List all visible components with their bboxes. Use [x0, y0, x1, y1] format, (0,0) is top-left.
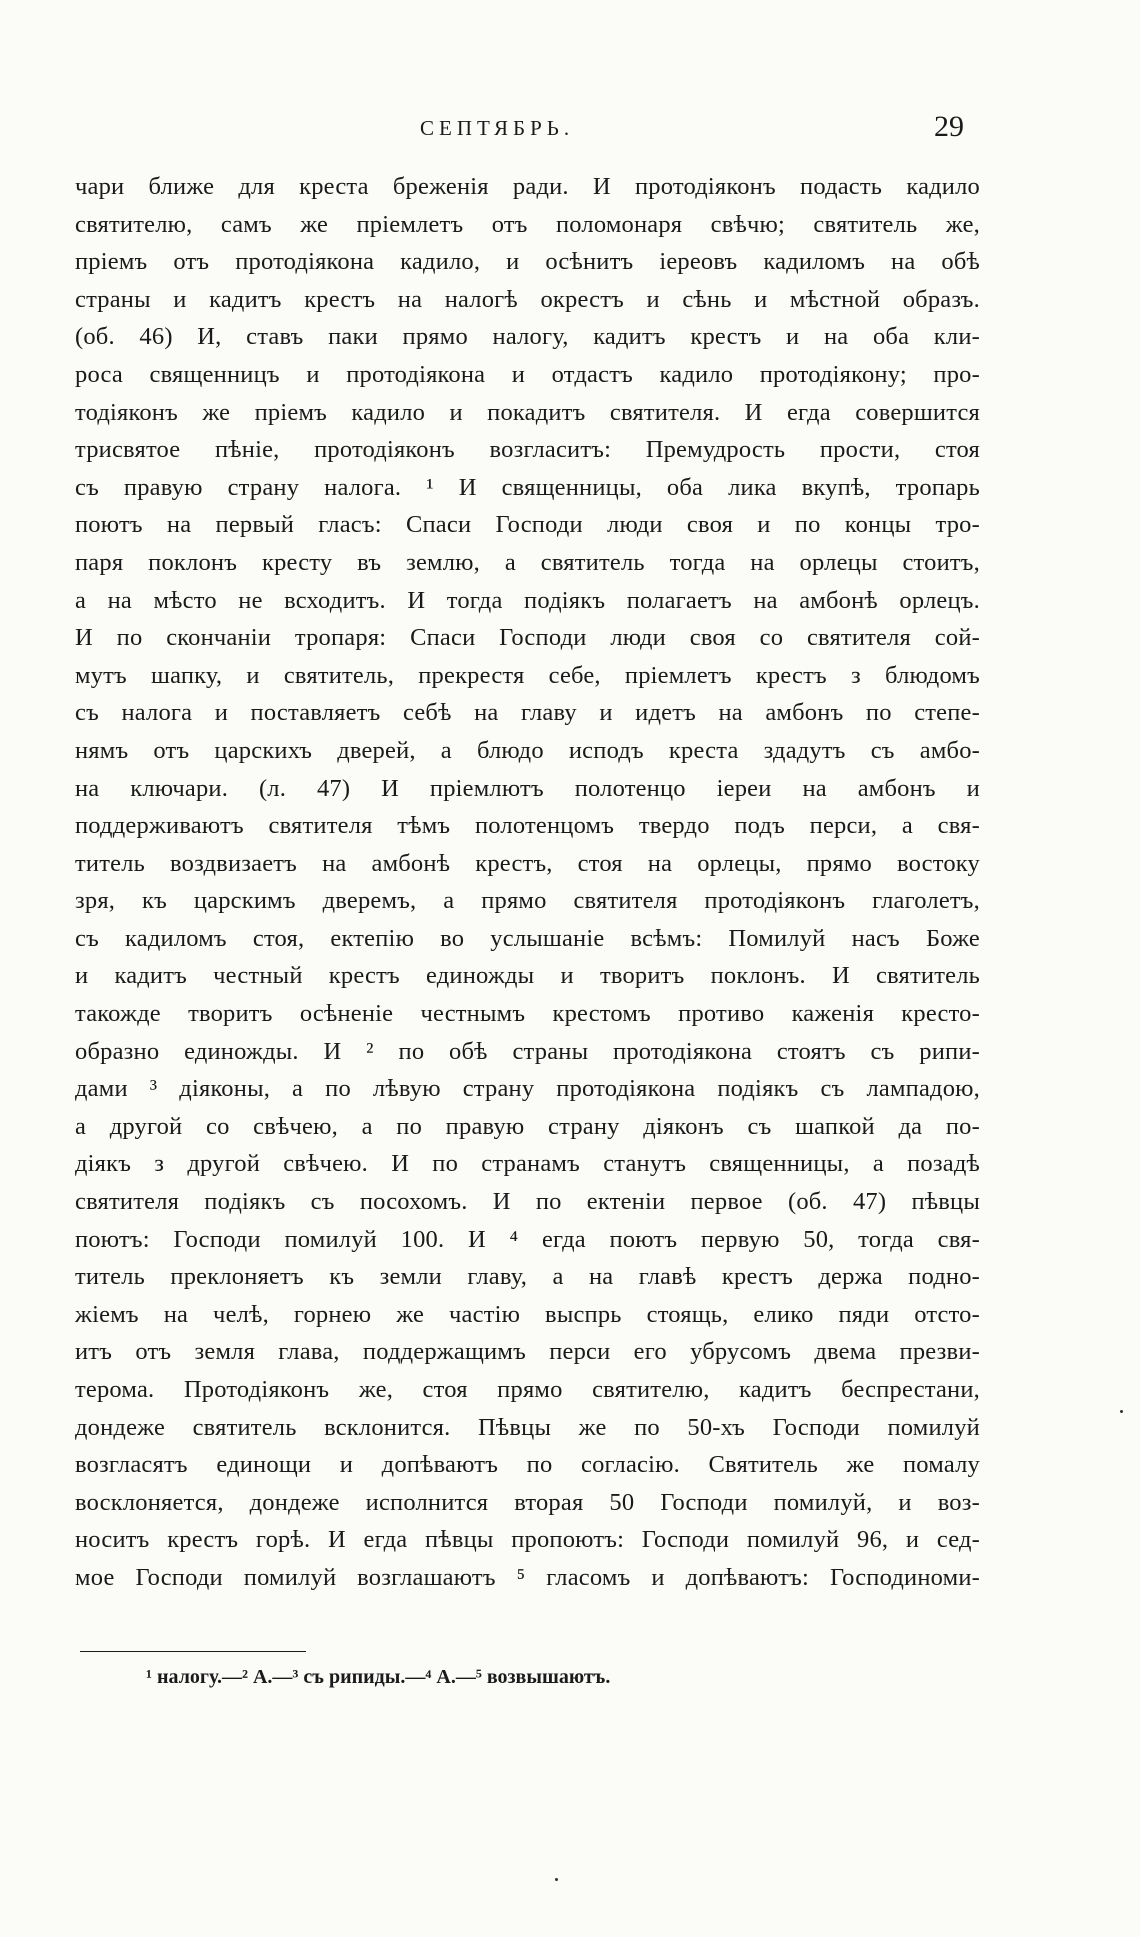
text-line: носитъ крестъ горѣ. И егда пѣвцы пропоютъ: Господи помилуй 96, и сед-: [75, 1526, 980, 1554]
page-number: 29: [934, 110, 964, 143]
footnote-divider: [80, 1651, 306, 1652]
text-line: а на мѣсто не всходитъ. И тогда подіякъ полагаетъ на амбонѣ орлецъ.: [75, 586, 980, 614]
text-line: возгласятъ единощи и допѣваютъ по согласію. Святитель же помалу: [75, 1451, 980, 1479]
text-line: поютъ на первый гласъ: Спаси Господи люди своя и по концы тро-: [75, 511, 980, 539]
text-line: зря, къ царскимъ дверемъ, а прямо святителя протодіяконъ глаголетъ,: [75, 887, 980, 915]
text-line: титель преклоняетъ къ земли главу, а на главѣ крестъ держа подно-: [75, 1263, 980, 1291]
text-line: съ кадиломъ стоя, ектепію во услышаніе всѣмъ: Помилуй насъ Боже: [75, 924, 980, 952]
text-line: діякъ з другой свѣчею. И по странамъ станутъ священницы, а позадѣ: [75, 1150, 980, 1178]
text-line: трисвятое пѣніе, протодіяконъ возгласитъ: Премудрость прости, стоя: [75, 436, 980, 464]
text-line: поддерживаютъ святителя тѣмъ полотенцомъ твердо подъ перси, а свя-: [75, 812, 980, 840]
text-line: поютъ: Господи помилуй 100. И ⁴ егда поютъ первую 50, тогда свя-: [75, 1225, 980, 1253]
text-line: титель воздвизаетъ на амбонѣ крестъ, стоя на орлецы, прямо востоку: [75, 849, 980, 877]
text-line: паря поклонъ кресту въ землю, а святитель тогда на орлецы стоитъ,: [75, 548, 980, 576]
text-line: пріемъ отъ протодіякона кадило, и осѣнитъ іереовъ кадиломъ на обѣ: [75, 248, 980, 276]
footnotes: ¹ налогу.—² А.—³ съ рипиды.—⁴ А.—⁵ возвышаютъ.: [146, 1666, 611, 1688]
text-line: восклоняется, дондеже исполнится вторая 50 Господи помилуй, и воз-: [75, 1488, 980, 1516]
text-line: такожде творитъ осѣненіе честнымъ крестомъ противо каженія кресто-: [75, 1000, 980, 1028]
main-text: [75, 168, 980, 1597]
text-line: мутъ шапку, и святитель, прекрестя себе, пріемлетъ крестъ з блюдомъ: [75, 661, 980, 689]
text-line: чари ближе для креста бреженія ради. И протодіяконъ подасть кадило: [75, 173, 980, 200]
text-line: терома. Протодіяконъ же, стоя прямо святителю, кадитъ беспрестани,: [75, 1376, 980, 1403]
text-line: святителя подіякъ съ посохомъ. И по ектеніи первое (об. 47) пѣвцы: [75, 1188, 980, 1216]
text-line: образно единожды. И ² по обѣ страны протодіякона стоятъ съ рипи-: [75, 1037, 980, 1065]
text-line: и кадитъ честный крестъ единожды и творитъ поклонъ. И святитель: [75, 962, 980, 990]
text-line: съ правую страну налога. ¹ И священницы, оба лика вкупѣ, тропарь: [75, 473, 980, 501]
text-line: нямъ отъ царскихъ дверей, а блюдо исподъ креста здадутъ съ амбо-: [75, 736, 980, 764]
text-line: дондеже святитель всклонится. Пѣвцы же по 50-хъ Господи помилуй: [75, 1413, 980, 1441]
text-line: съ налога и поставляетъ себѣ на главу и идетъ на амбонъ по степе-: [75, 699, 980, 727]
text-line: жіемъ на челѣ, горнею же частію выспрь стоящь, елико пяди отсто-: [75, 1300, 980, 1328]
text-line: тодіяконъ же пріемъ кадило и покадитъ святителя. И егда совершится: [75, 398, 980, 426]
text-line: И по скончаніи тропаря: Спаси Господи люди своя со святителя сой-: [75, 624, 980, 652]
text-line: (об. 46) И, ставъ паки прямо налогу, кадитъ крестъ и на оба кли-: [75, 323, 980, 351]
paper-speck: [1120, 1410, 1123, 1413]
text-line: дами ³ діяконы, а по лѣвую страну протодіякона подіякъ съ лампадою,: [75, 1075, 980, 1103]
text-line: итъ отъ земля глава, поддержащимъ перси его убрусомъ двема презви-: [75, 1338, 980, 1366]
paper-speck: [555, 1878, 558, 1881]
text-line: роса священницъ и протодіякона и отдастъ кадило протодіякону; про-: [75, 360, 980, 388]
running-title: СЕПТЯБРЬ.: [420, 116, 575, 140]
text-line: а другой со свѣчею, а по правую страну діяконъ съ шапкой да по-: [75, 1112, 980, 1140]
text-line: мое Господи помилуй возглашаютъ ⁵ гласомъ и допѣваютъ: Господиноми-: [75, 1563, 980, 1591]
text-line: страны и кадитъ крестъ на налогѣ окрестъ и сѣнь и мѣстной образъ.: [75, 285, 980, 313]
text-line: святителю, самъ же пріемлетъ отъ поломонаря свѣчю; святитель же,: [75, 210, 980, 238]
text-line: на ключари. (л. 47) И пріемлютъ полотенцо іереи на амбонъ и: [75, 774, 980, 802]
